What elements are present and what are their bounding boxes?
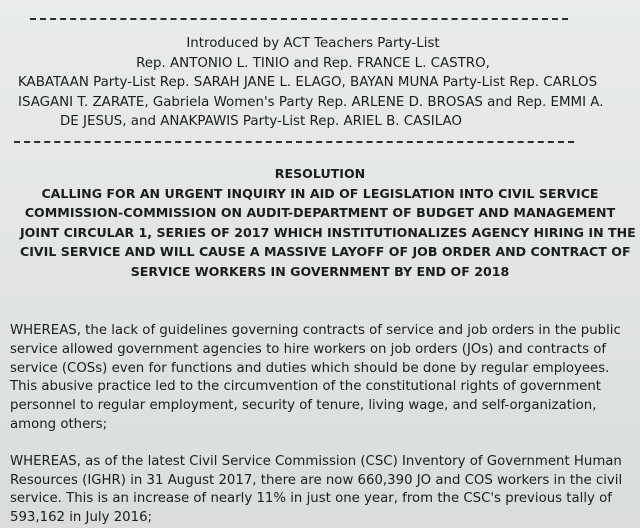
paragraph-line: service allowed government agencies to hire workers on job orders (JOs) and contracts of xyxy=(10,341,607,357)
resolution-title-line: CALLING FOR AN URGENT INQUIRY IN AID OF LEGISLATION INTO CIVIL SERVICE xyxy=(41,185,599,201)
sponsor-line: DE JESUS, and ANAKPAWIS Party-List Rep. ARIEL B. CASILAO xyxy=(60,114,462,129)
paragraph-line: service (COSs) even for functions and duties which should be done by regular employees. xyxy=(10,360,610,376)
paragraph-line: WHEREAS, the lack of guidelines governing contracts of service and job orders in the public xyxy=(10,323,621,338)
paragraph-line: among others; xyxy=(10,416,108,432)
resolution-title-line: JOINT CIRCULAR 1, SERIES OF 2017 WHICH INSTITUTIONALIZES AGENCY HIRING IN THE xyxy=(20,224,636,240)
resolution-title-line: COMMISSION-COMMISSION ON AUDIT-DEPARTMENT OF BUDGET AND MANAGEMENT xyxy=(24,205,616,220)
resolution-heading: RESOLUTION xyxy=(274,166,366,181)
resolution-title-line: SERVICE WORKERS IN GOVERNMENT BY END OF 2018 xyxy=(130,263,510,279)
bottom-dashed-divider xyxy=(14,141,574,143)
introduced-by-block xyxy=(8,34,618,132)
paragraph-line: service. This is an increase of nearly 11% in just one year, from the CSC's previous tally of xyxy=(10,491,612,507)
top-dashed-divider xyxy=(30,18,568,20)
paragraph-line: Resources (IGHR) in 31 August 2017, there are now 660,390 JO and COS workers in the civil xyxy=(10,472,623,488)
sponsor-line: Rep. ANTONIO L. TINIO and Rep. FRANCE L. CASTRO, xyxy=(136,55,490,71)
sponsor-line: KABATAAN Party-List Rep. SARAH JANE L. ELAGO, BAYAN MUNA Party-List Rep. CARLOS xyxy=(18,75,598,90)
resolution-title-line: CIVIL SERVICE AND WILL CAUSE A MASSIVE LAYOFF OF JOB ORDER AND CONTRACT OF xyxy=(20,244,631,259)
whereas-paragraph xyxy=(10,322,630,435)
sponsor-line: ISAGANI T. ZARATE, Gabriela Women's Party Rep. ARLENE D. BROSAS and Rep. EMMI A. xyxy=(18,94,604,110)
whereas-clauses xyxy=(10,322,630,528)
introduced-by-line: Introduced by ACT Teachers Party-List xyxy=(186,36,440,51)
paragraph-line: WHEREAS, as of the latest Civil Service Commission (CSC) Inventory of Government Human xyxy=(10,453,622,469)
whereas-paragraph xyxy=(10,453,630,528)
resolution-block xyxy=(20,164,636,281)
paragraph-line: This abusive practice led to the circumvention of the constitutional rights of government xyxy=(10,379,601,395)
paragraph-line: 593,162 in July 2016; xyxy=(10,510,153,526)
paragraph-line: personnel to regular employment, security of tenure, living wage, and self-organization, xyxy=(10,398,597,414)
